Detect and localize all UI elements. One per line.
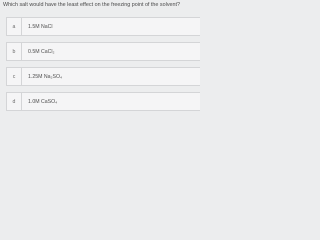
choice-letter: c	[7, 68, 22, 85]
choice-a[interactable]	[6, 17, 200, 36]
choice-letter: b	[7, 43, 22, 60]
choice-text: 1.0M CaSO₄	[28, 98, 58, 105]
question-text: Which salt would have the least effect on the freezing point of the solvent?	[3, 2, 181, 8]
choice-text: 1.5M NaCl	[28, 23, 53, 30]
choice-text: 0.5M CaCl₂	[28, 48, 55, 55]
choice-b[interactable]	[6, 42, 200, 61]
answer-choices	[6, 17, 200, 117]
choice-text: 1.25M Na₂SO₄	[28, 73, 63, 80]
choice-letter: a	[7, 18, 22, 35]
choice-letter: d	[7, 93, 22, 110]
choice-d[interactable]	[6, 92, 200, 111]
choice-c[interactable]	[6, 67, 200, 86]
